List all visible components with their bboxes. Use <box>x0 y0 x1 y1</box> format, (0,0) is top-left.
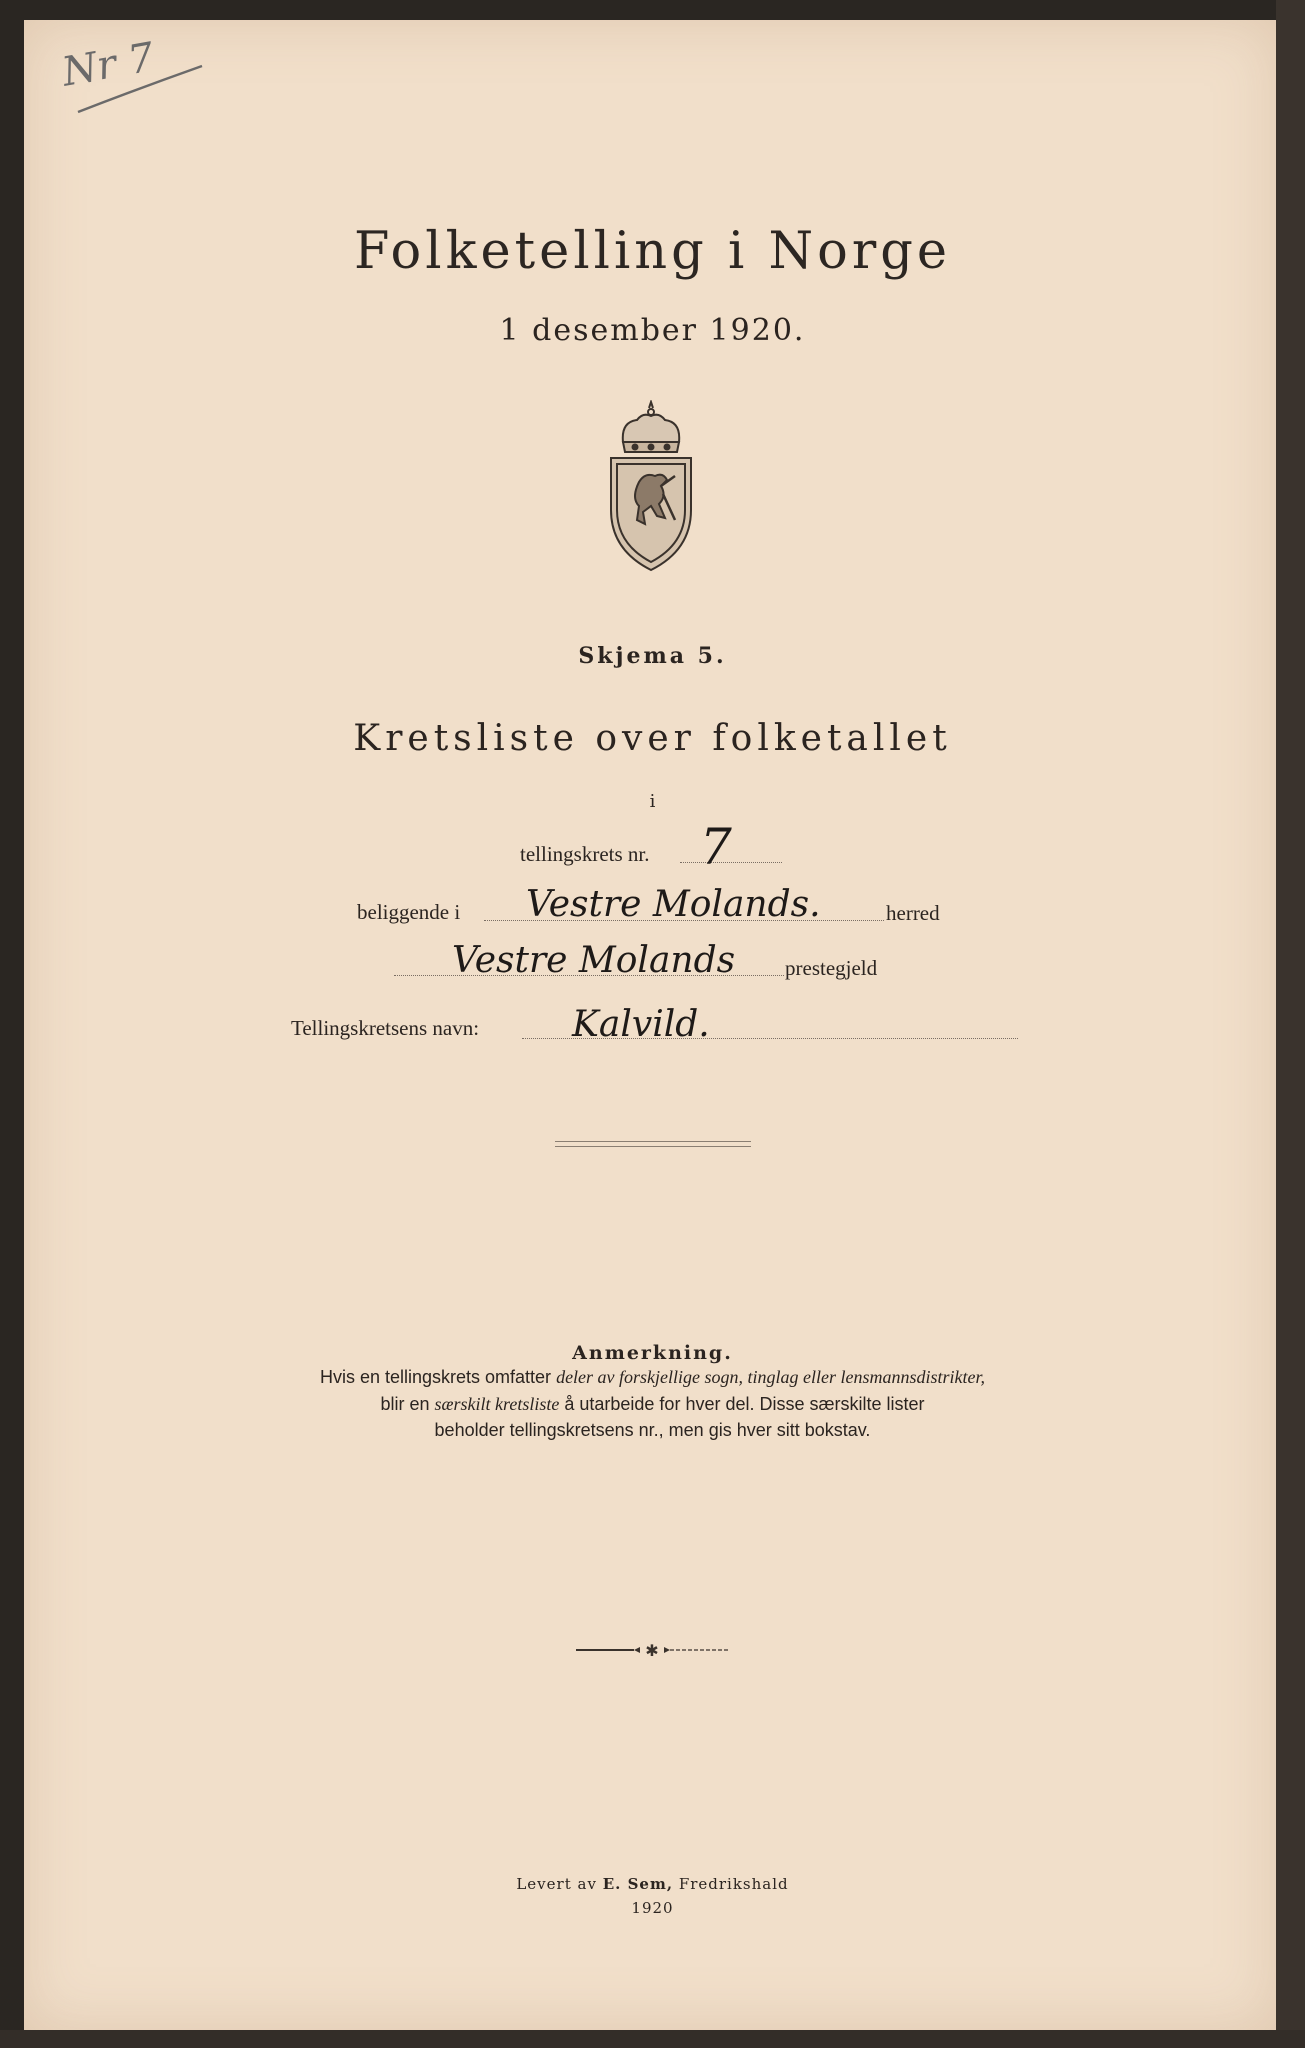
note-heading: Anmerkning. <box>572 1342 733 1364</box>
census-date: 1 desember 1920. <box>499 313 806 348</box>
norwegian-coat-of-arms-icon <box>601 400 701 575</box>
herred-handwritten: Vestre Molands. <box>526 884 821 925</box>
prestegjeld-handwritten: Vestre Molands <box>452 940 736 981</box>
svg-text:✱: ✱ <box>645 1641 659 1660</box>
separator-rule-top <box>555 1141 751 1142</box>
corner-handwritten-note: Nr 7 <box>58 34 158 96</box>
ornament-divider-icon <box>574 1640 730 1660</box>
krets-label: tellingskrets nr. <box>520 842 650 866</box>
krets-number-handwritten: 7 <box>700 818 732 876</box>
navn-handwritten: Kalvild. <box>572 1004 710 1045</box>
prestegjeld-label: prestegjeld <box>785 956 878 980</box>
printer-credit: Levert av E. Sem, Fredrikshald <box>516 1875 789 1893</box>
beliggende-label: beliggende i <box>357 900 461 924</box>
scan-frame-right <box>1276 0 1305 2048</box>
schema-number: Skjema 5. <box>578 643 727 669</box>
herred-label: herred <box>886 901 940 925</box>
note-line-3: beholder tellingskretsens nr., men gis hver sitt bokstav. <box>434 1420 871 1440</box>
note-line-2: blir en særskilt kretsliste å utarbeide for hver del. Disse særskilte lister <box>380 1394 925 1414</box>
separator-rule-bottom <box>555 1146 751 1147</box>
navn-label: Tellingskretsens navn: <box>291 1016 480 1040</box>
form-heading: Kretsliste over folketallet <box>353 718 952 759</box>
note-line-1: Hvis en tellingskrets omfatter deler av forskjellige sogn, tinglag eller lensmannsdistrikter, <box>319 1367 986 1387</box>
heading-connector: i <box>649 791 656 812</box>
document-title: Folketelling i Norge <box>353 222 952 281</box>
scan-frame-bottom <box>0 2030 1305 2048</box>
printer-year: 1920 <box>631 1899 674 1917</box>
corner-pencil-stroke <box>70 60 210 120</box>
